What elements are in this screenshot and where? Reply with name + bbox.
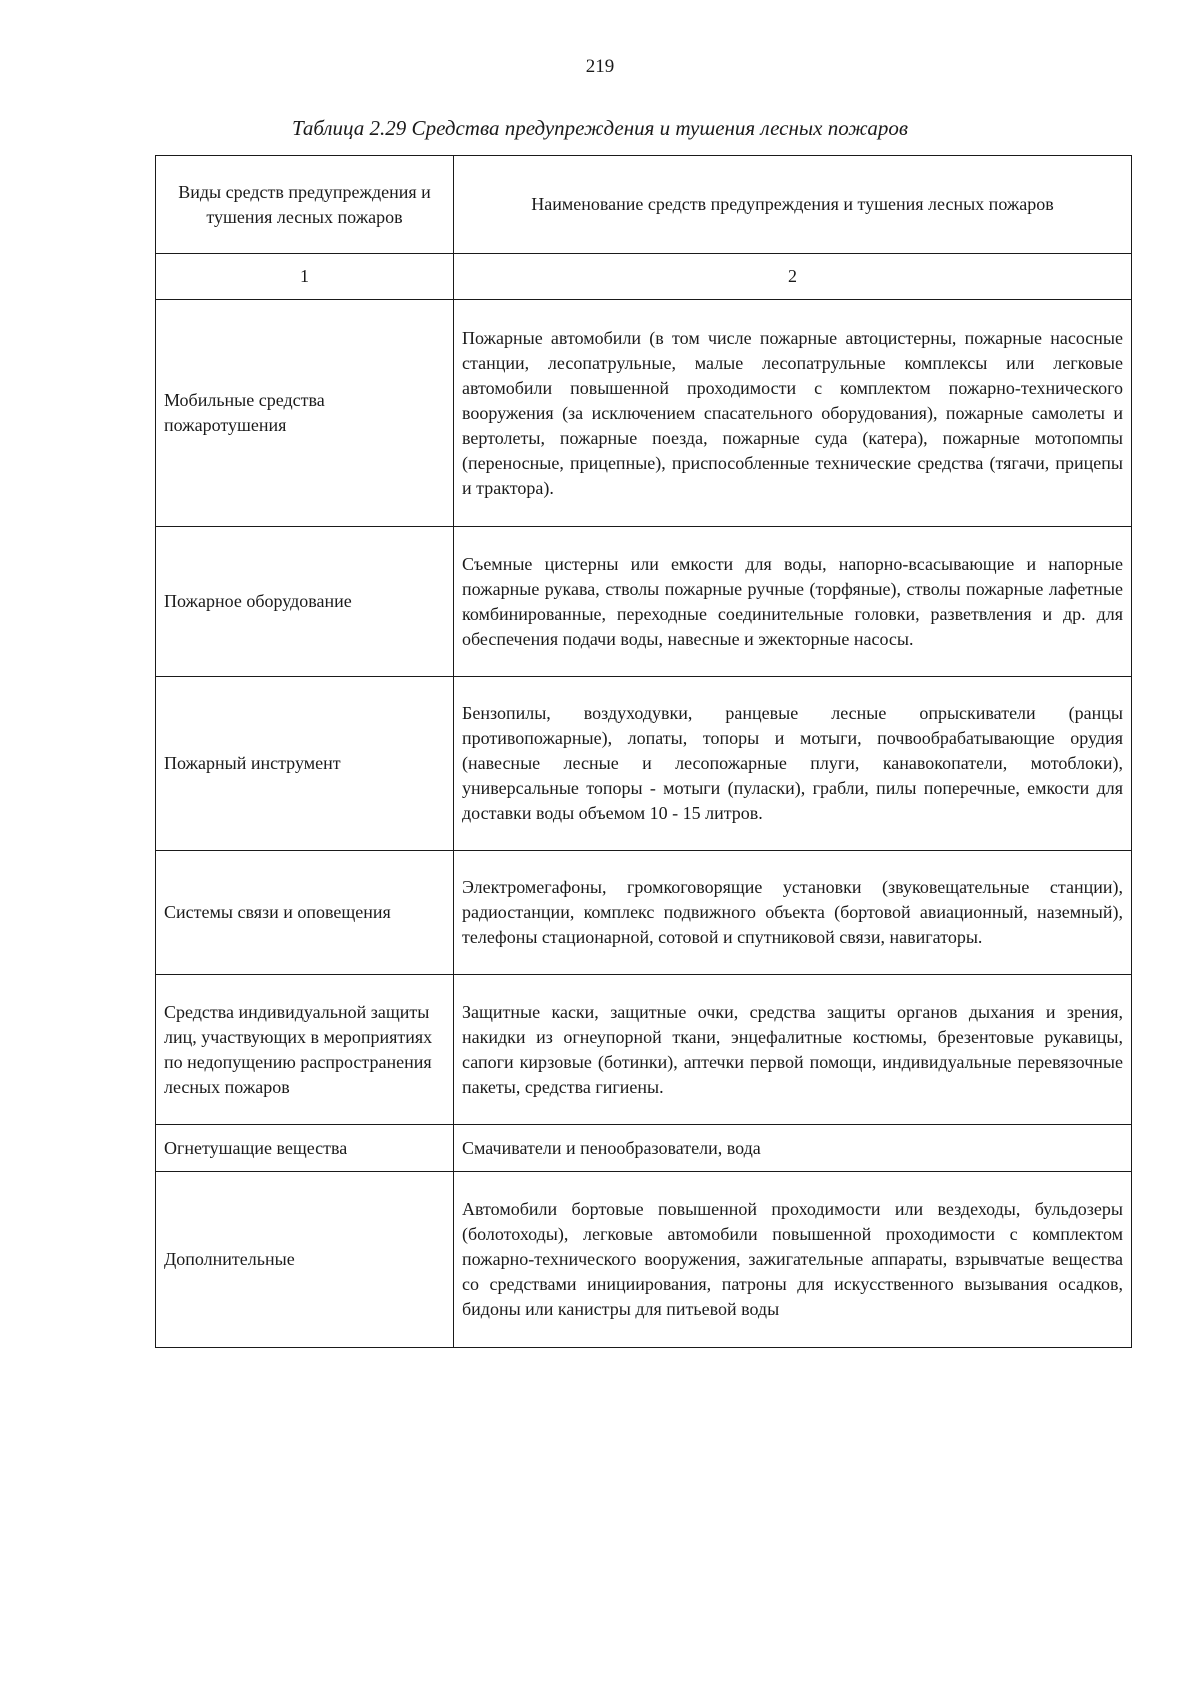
row-kind-cell: Пожарное оборудование — [156, 527, 454, 677]
header-cell-name: Наименование средств предупреждения и тушения лесных пожаров — [454, 156, 1132, 254]
row-name-cell: Пожарные автомобили (в том числе пожарные автоцистерны, пожарные насосные станции, лесопатрульные, малые лесопатрульные комплексы или легковые автомобили повышенной проходимости с комплектом пожарно-технического вооружения (за исключением спасательного оборудования), пожарные самолеты и вертолеты, пожарные поезда, пожарные суда (катера), пожарные мотопомпы (переносные, прицепные), приспособленные технические средства (тягачи, прицепы и трактора). — [454, 300, 1132, 527]
table-header-row — [156, 156, 1132, 254]
column-number-row — [156, 254, 1132, 300]
column-number-1: 1 — [156, 254, 454, 300]
table-row — [156, 975, 1132, 1125]
row-name-cell: Смачиватели и пенообразователи, вода — [454, 1125, 1132, 1172]
row-kind-cell: Пожарный инструмент — [156, 677, 454, 851]
table-row — [156, 300, 1132, 527]
row-kind-cell: Мобильные средства пожаротушения — [156, 300, 454, 527]
row-kind-cell: Средства индивидуальной защиты лиц, участвующих в мероприятиях по недопущению распространения лесных пожаров — [156, 975, 454, 1125]
table-row — [156, 1125, 1132, 1172]
table-row — [156, 1172, 1132, 1348]
row-kind-cell: Огнетушащие вещества — [156, 1125, 454, 1172]
table-row — [156, 527, 1132, 677]
table-caption: Таблица 2.29 Средства предупреждения и тушения лесных пожаров — [291, 116, 909, 140]
row-name-cell: Автомобили бортовые повышенной проходимости или вездеходы, бульдозеры (болотоходы), легковые автомобили повышенной проходимости с комплектом пожарно-технического вооружения, зажигательные аппараты, взрывчатые вещества со средствами инициирования, патроны для искусственного вызывания осадков, бидоны или канистры для питьевой воды — [454, 1172, 1132, 1348]
row-kind-cell: Системы связи и оповещения — [156, 851, 454, 975]
column-number-2: 2 — [454, 254, 1132, 300]
row-name-cell: Электромегафоны, громкоговорящие установки (звуковещательные станции), радиостанции, комплекс подвижного объекта (бортовой авиационный, наземный), телефоны стационарной, сотовой и спутниковой связи, навигаторы. — [454, 851, 1132, 975]
row-name-cell: Съемные цистерны или емкости для воды, напорно-всасывающие и напорные пожарные рукава, стволы пожарные ручные (торфяные), стволы пожарные лафетные комбинированные, переходные соединительные головки, разветвления и др. для обеспечения подачи воды, навесные и эжекторные насосы. — [454, 527, 1132, 677]
row-name-cell: Защитные каски, защитные очки, средства защиты органов дыхания и зрения, накидки из огнеупорной ткани, энцефалитные костюмы, брезентовые рукавицы, сапоги кирзовые (ботинки), аптечки первой помощи, индивидуальные перевязочные пакеты, средства гигиены. — [454, 975, 1132, 1125]
row-name-cell: Бензопилы, воздуходувки, ранцевые лесные опрыскиватели (ранцы противопожарные), лопаты, топоры и мотыги, почвообрабатывающие орудия (навесные лесные и лесопожарные плуги, канавокопатели, мотоблоки), универсальные топоры - мотыги (пуласки), грабли, пилы поперечные, емкости для доставки воды объемом 10 - 15 литров. — [454, 677, 1132, 851]
header-cell-kind: Виды средств предупреждения и тушения лесных пожаров — [156, 156, 454, 254]
fire-means-table — [155, 155, 1132, 1348]
table-row — [156, 677, 1132, 851]
row-kind-cell: Дополнительные — [156, 1172, 454, 1348]
table-row — [156, 851, 1132, 975]
page-number: 219 — [585, 56, 615, 77]
